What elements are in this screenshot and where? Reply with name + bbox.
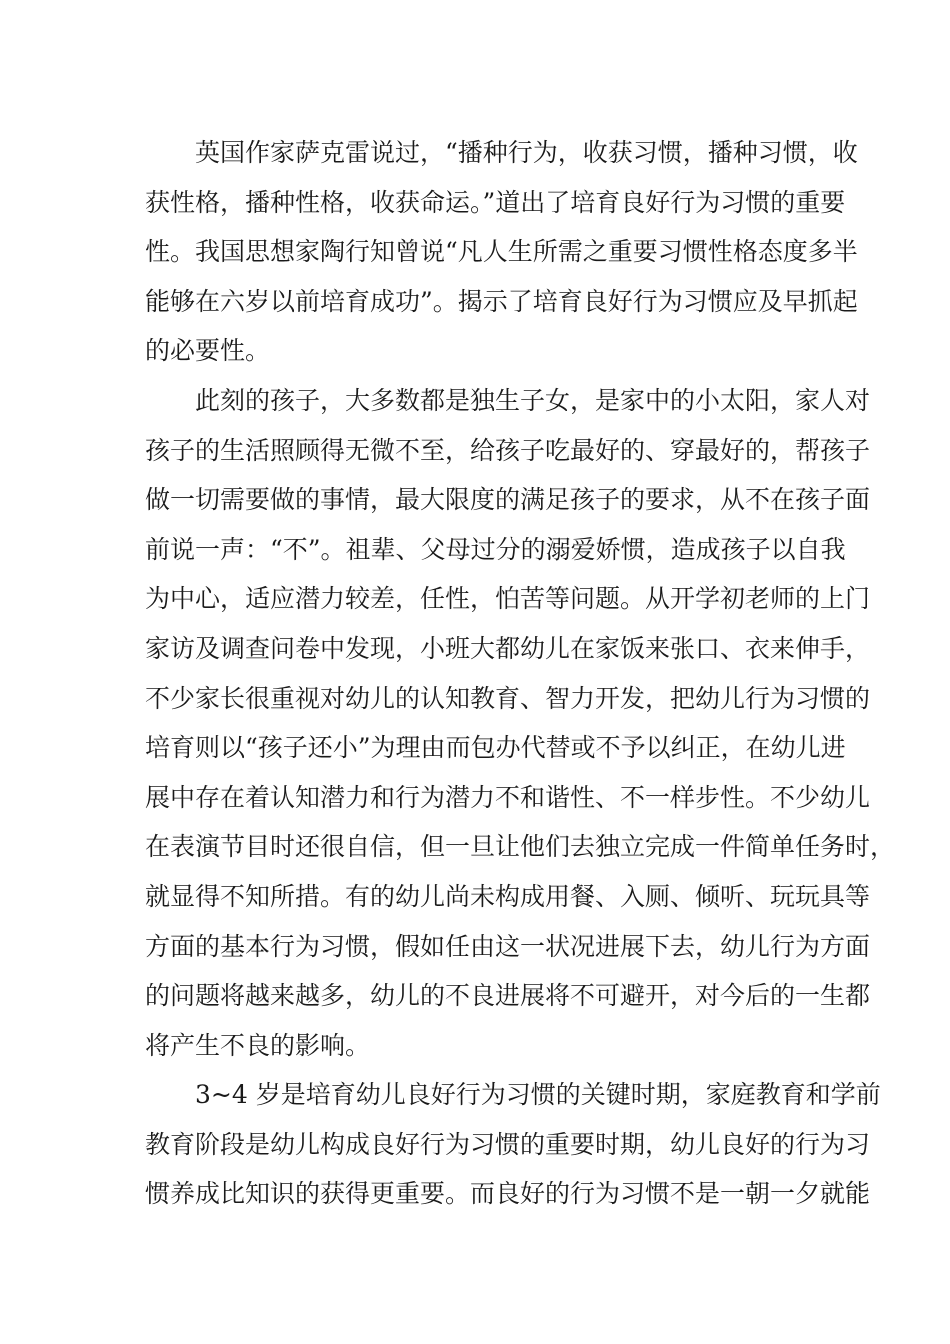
text-line: 英国作家萨克雷说过，“播种行为，收获习惯，播种习惯，收 xyxy=(195,138,858,167)
document-body xyxy=(145,128,896,1219)
text-line: 展中存在着认知潜力和行为潜力不和谐性、不一样步性。不少幼儿 xyxy=(145,782,871,812)
text-line: 将产生不良的影响。 xyxy=(145,1030,371,1060)
text-line: 惯养成比知识的获得更重要。而良好的行为习惯不是一朝一夕就能 xyxy=(145,1179,871,1209)
text-line: 做一切需要做的事情，最大限度的满足孩子的要求，从不在孩子面 xyxy=(145,485,871,515)
text-line: 性。我国思想家陶行知曾说“凡人生所需之重要习惯性格态度多半 xyxy=(145,237,858,267)
text-line: 的问题将越来越多，幼儿的不良进展将不可避开，对今后的一生都 xyxy=(145,981,871,1011)
text-line: 3~4 岁是培育幼儿良好行为习惯的关键时期，家庭教育和学前 xyxy=(195,1080,881,1110)
text-line: 在表演节目时还很自信，但一旦让他们去独立完成一件简单任务时， xyxy=(145,832,896,862)
text-line: 就显得不知所措。有的幼儿尚未构成用餐、入厕、倾听、玩玩具等 xyxy=(145,881,871,911)
text-line: 家访及调查问卷中发现，小班大都幼儿在家饭来张口、衣来伸手， xyxy=(145,633,871,663)
text-line: 培育则以“孩子还小”为理由而包办代替或不予以纠正，在幼儿进 xyxy=(145,733,846,763)
text-line: 为中心，适应潜力较差，任性，怕苦等问题。从开学初老师的上门 xyxy=(145,584,871,614)
text-line: 的必要性。 xyxy=(145,336,271,366)
text-line: 获性格，播种性格，收获命运。”道出了培育良好行为习惯的重要 xyxy=(145,187,846,217)
paragraph-3 xyxy=(145,1070,881,1219)
text-line: 前说一声：“不”。祖辈、父母过分的溺爱娇惯，造成孩子以自我 xyxy=(145,534,846,564)
text-line: 不少家长很重视对幼儿的认知教育、智力开发，把幼儿行为习惯的 xyxy=(145,683,871,713)
text-line: 孩子的生活照顾得无微不至，给孩子吃最好的、穿最好的，帮孩子 xyxy=(145,435,871,465)
text-line: 此刻的孩子，大多数都是独生子女，是家中的小太阳，家人对 xyxy=(195,385,871,415)
paragraph-2 xyxy=(145,376,896,1070)
text-line: 方面的基本行为习惯，假如任由这一状况进展下去，幼儿行为方面 xyxy=(145,931,871,961)
text-line: 教育阶段是幼儿构成良好行为习惯的重要时期，幼儿良好的行为习 xyxy=(145,1129,871,1159)
text-line: 能够在六岁以前培育成功”。揭示了培育良好行为习惯应及早抓起 xyxy=(145,286,858,316)
paragraph-1 xyxy=(145,128,858,376)
